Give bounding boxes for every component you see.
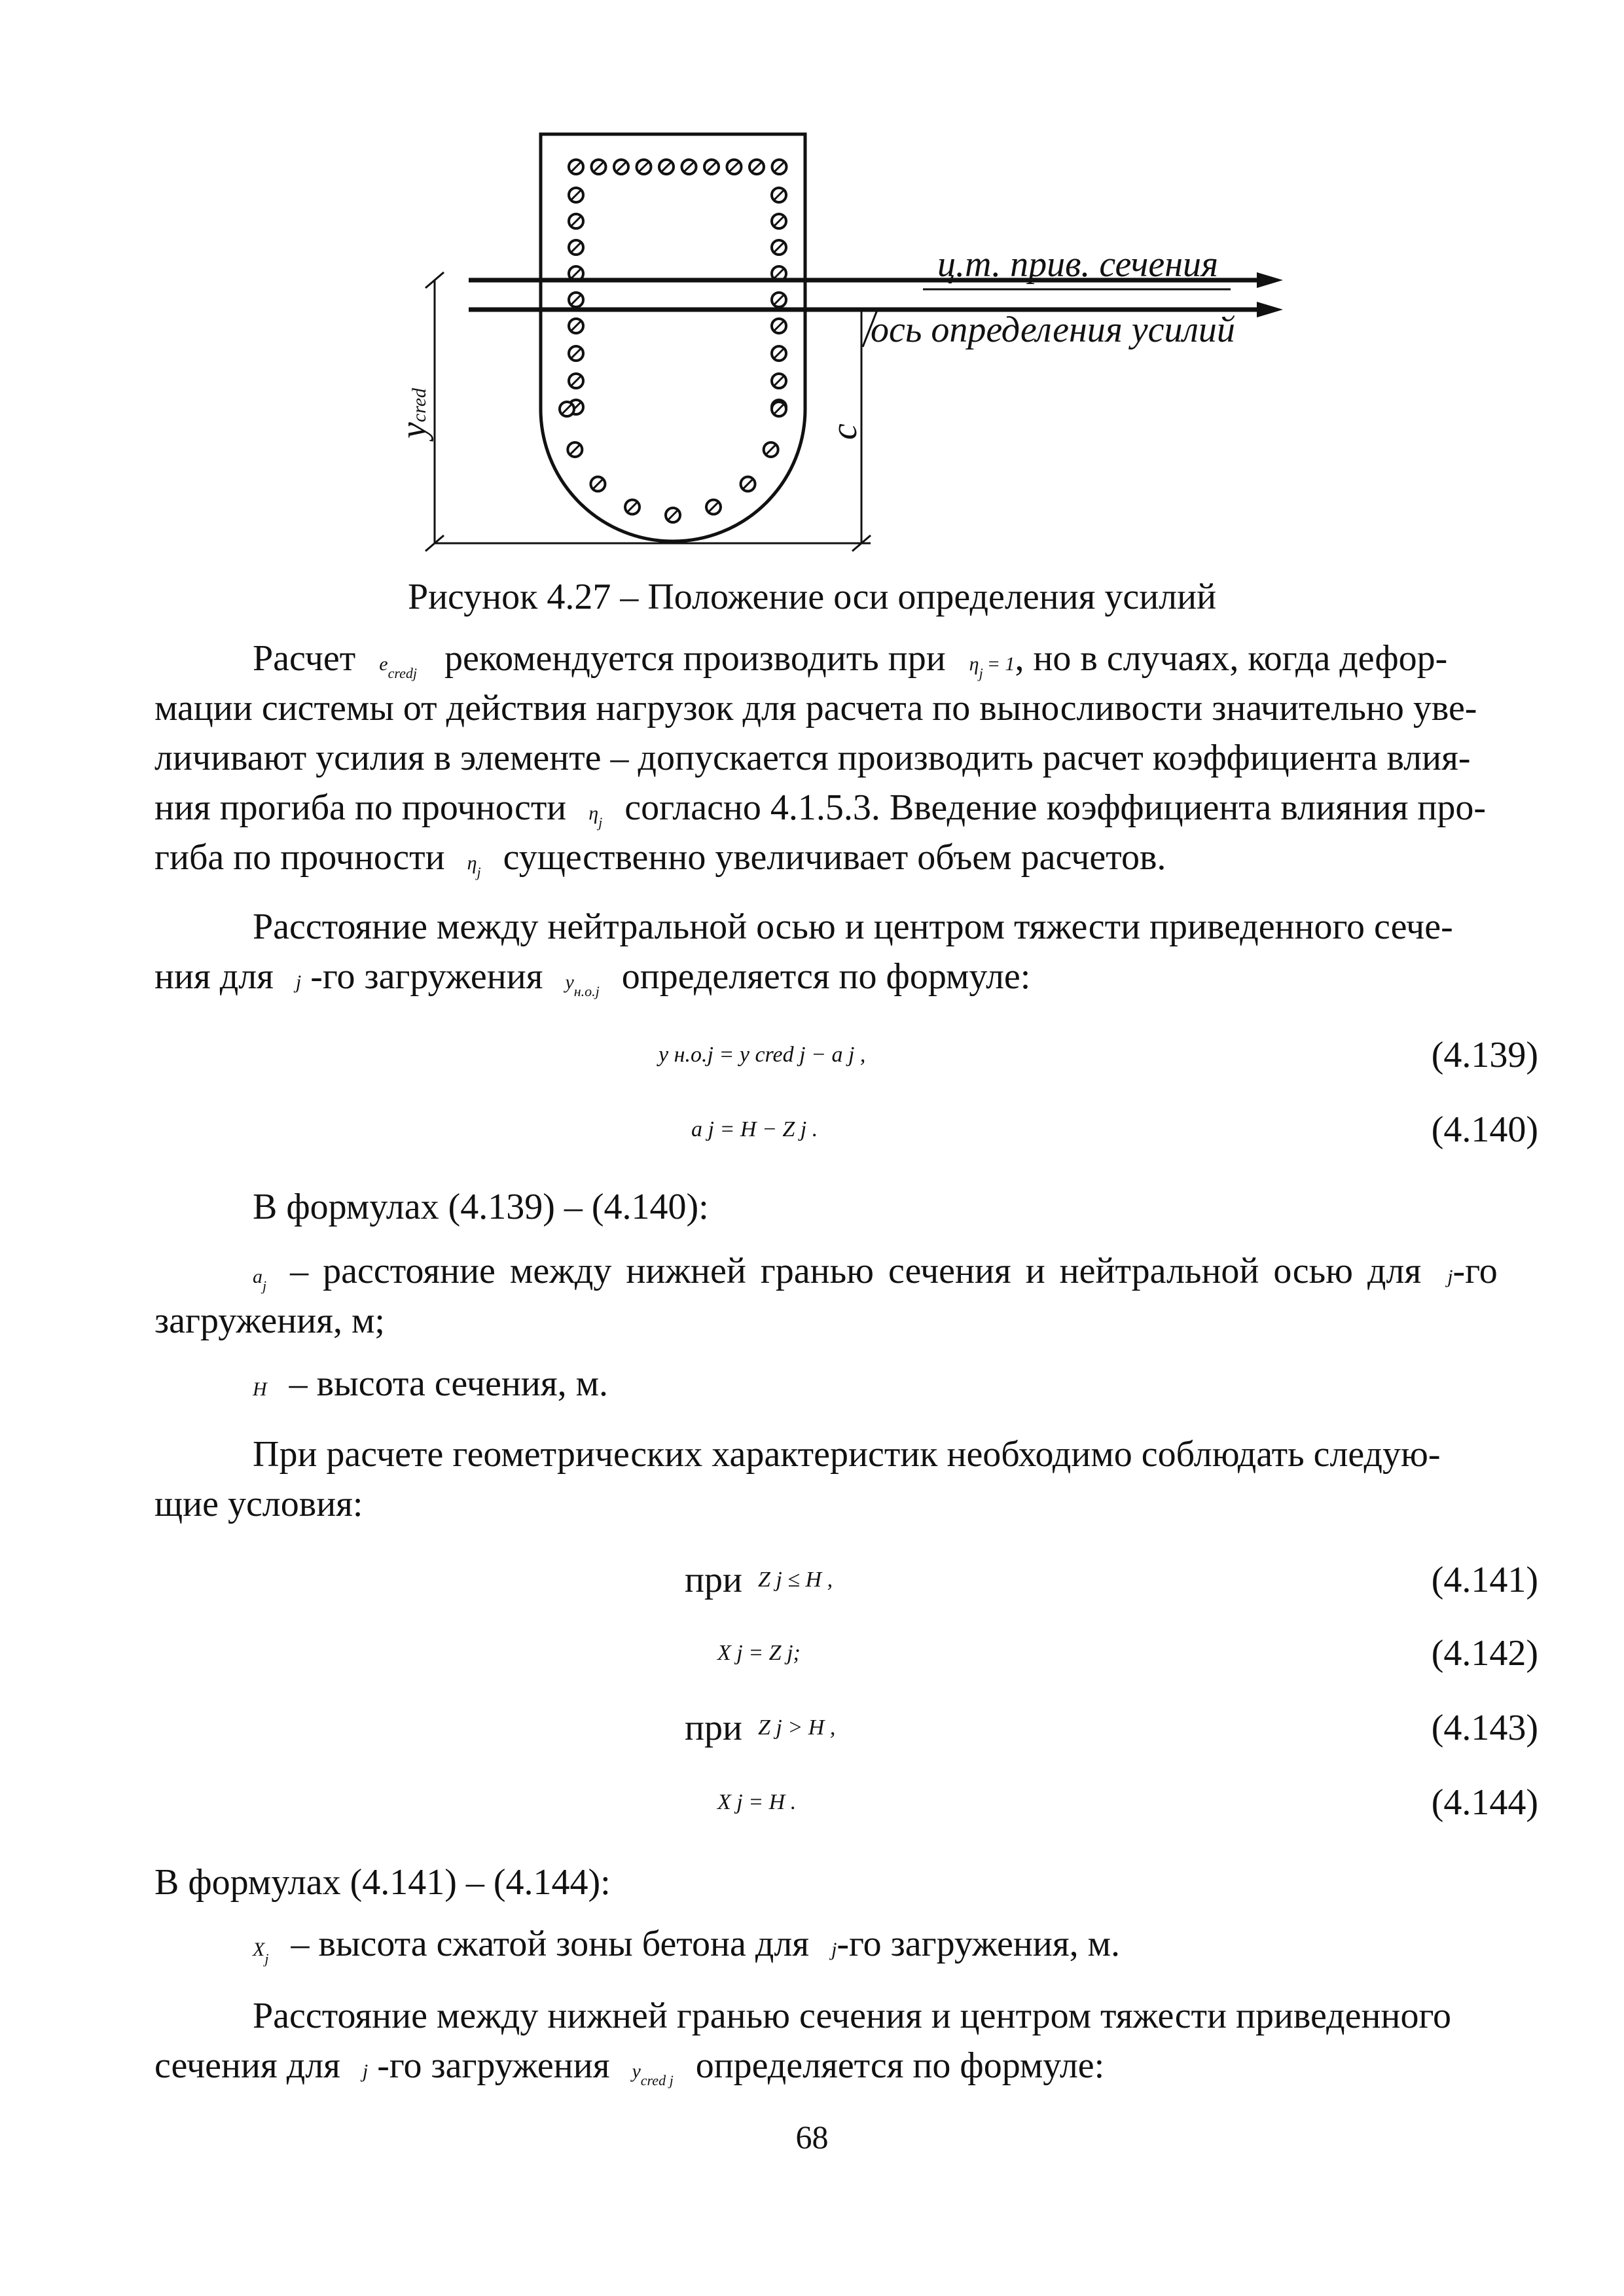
condition-prefix: при — [685, 1708, 742, 1748]
p2-line1: Расстояние между нейтральной осью и центром тяжести приведенного сече- — [253, 906, 1453, 947]
page-number: 68 — [795, 2119, 829, 2155]
equation-expr: a j = H − Z j . — [691, 1117, 818, 1141]
p1-line3: личивают усилия в элементе – допускается производить расчет коэффициента влия- — [154, 738, 1471, 778]
c-label — [824, 423, 865, 440]
svg-text:c: c — [824, 423, 865, 440]
condition-expr: Z j > H , — [758, 1715, 836, 1740]
p4-line1: При расчете геометрических характеристик необходимо соблюдать следую- — [253, 1434, 1441, 1475]
p1-line2: мации системы от действия нагрузок для расчета по выносливости значительно уве- — [154, 688, 1477, 728]
condition-4-142 — [154, 1627, 1538, 1679]
p3: В формулах (4.139) – (4.140): — [253, 1187, 709, 1227]
condition-number: (4.144) — [1431, 1782, 1538, 1823]
p1-line4: ния прогиба по прочности $\eta_j$ согласно 4.1.5.3. Введение коэффициента влияния про- — [154, 787, 1487, 831]
cross-section-figure — [0, 0, 1624, 563]
condition-number: (4.143) — [1431, 1708, 1538, 1748]
p5: В формулах (4.141) – (4.144): — [154, 1862, 611, 1903]
p6-line2: сечения для j -го загружения $y_{cred j}$ определяется по формуле: — [154, 2045, 1105, 2089]
p1-line1-start: Расчет $e_{credj}$ рекомендуется производить при $\eta_j = 1$, но в случаях, когда дефор- — [253, 638, 1448, 681]
svg-text:ycred: ycred — [393, 387, 434, 439]
definition-a-line2: загружения, м; — [154, 1300, 385, 1341]
p2-line2: ния для j -го загружения $y_{н.о.j}$ определяется по формуле: — [154, 956, 1031, 999]
definition-a: $a_j$ – расстояние между нижней гранью сечения и нейтральной осью для j-го — [253, 1251, 1498, 1294]
condition-number: (4.142) — [1431, 1633, 1538, 1674]
condition-4-141 — [154, 1554, 1538, 1606]
condition-expr: X j = Z j; — [717, 1641, 801, 1665]
centroid-arrowhead — [1257, 272, 1283, 288]
equation-number: (4.139) — [1431, 1035, 1538, 1075]
equation-4-139 — [154, 1029, 1538, 1081]
condition-expr: Z j ≤ H , — [758, 1568, 833, 1592]
definition-h: H – высота сечения, м. — [253, 1363, 609, 1404]
condition-4-144 — [154, 1776, 1538, 1829]
condition-4-143 — [154, 1702, 1538, 1754]
label-force-axis: ось определения усилий — [871, 310, 1235, 350]
force-arrowhead — [1257, 302, 1283, 317]
equation-number: (4.140) — [1431, 1109, 1538, 1150]
condition-prefix: при — [685, 1560, 742, 1600]
figure-caption: Рисунок 4.27 – Положение оси определения усилий — [407, 577, 1217, 617]
p6-line1: Расстояние между нижней гранью сечения и центром тяжести приведенного — [253, 1996, 1452, 2036]
rebar-dots — [560, 160, 787, 522]
definition-x: $X_j$ – высота сжатой зоны бетона для j-го загружения, м. — [253, 1924, 1121, 1967]
p1-line5: гиба по прочности $\eta_j$ существенно увеличивает объем расчетов. — [154, 837, 1166, 880]
equation-4-140 — [154, 1103, 1538, 1156]
label-center-line: ц.т. прив. сечения — [937, 244, 1219, 285]
ycred-label — [393, 387, 434, 442]
p4-line2: щие условия: — [154, 1484, 363, 1524]
condition-expr: X j = H . — [717, 1790, 797, 1814]
condition-number: (4.141) — [1431, 1560, 1538, 1600]
equation-expr: y н.о.j = y cred j − a j , — [659, 1043, 866, 1067]
